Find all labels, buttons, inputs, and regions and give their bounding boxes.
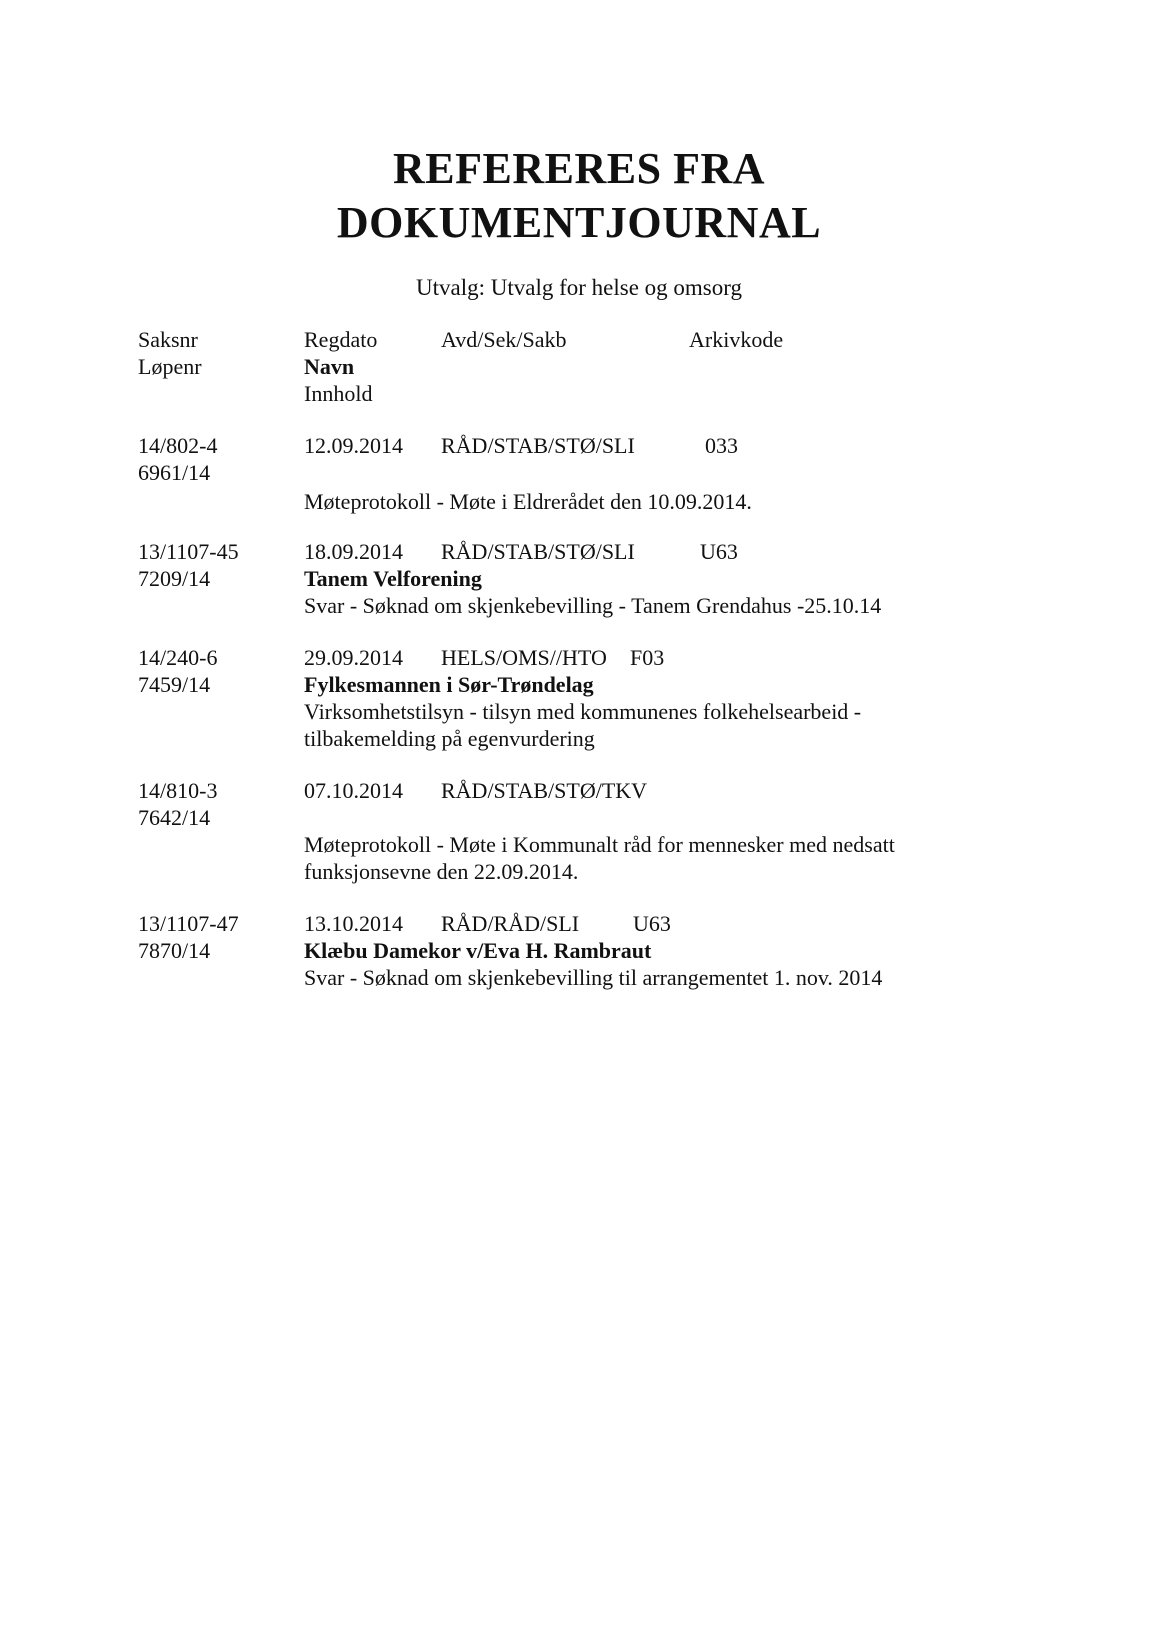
document-title (0, 142, 1158, 250)
entry-innhold-cont: funksjonsevne den 22.09.2014. (304, 859, 579, 884)
header-lopenr: Løpenr (138, 354, 202, 379)
title-line-1: REFERERES FRA (393, 144, 765, 193)
entry-innhold-cont: tilbakemelding på egenvurdering (304, 726, 595, 751)
entry-navn: Klæbu Damekor v/Eva H. Rambraut (304, 938, 652, 963)
entry-regdato: 12.09.2014 (304, 433, 403, 458)
entry-arkivkode: F03 (630, 645, 665, 670)
entry-avd: RÅD/RÅD/SLI (441, 911, 580, 936)
entry-saksnr: 13/1107-47 (138, 911, 239, 936)
title-line-2: DOKUMENTJOURNAL (336, 198, 822, 247)
entry-saksnr: 14/810-3 (138, 778, 218, 803)
entry-arkivkode: U63 (700, 539, 738, 564)
entry-saksnr: 14/802-4 (138, 433, 218, 458)
entry-lopenr: 7870/14 (138, 938, 211, 963)
entry-navn: Tanem Velforening (304, 566, 482, 591)
entry-innhold: Møteprotokoll - Møte i Kommunalt råd for mennesker med nedsatt (304, 832, 895, 857)
header-arkivkode: Arkivkode (689, 327, 784, 352)
entry-regdato: 13.10.2014 (304, 911, 403, 936)
entry-regdato: 07.10.2014 (304, 778, 403, 803)
entry-lopenr: 7459/14 (138, 672, 211, 697)
entry-innhold: Virksomhetstilsyn - tilsyn med kommunenes folkehelsearbeid - (304, 699, 862, 724)
entry-avd: RÅD/STAB/STØ/SLI (441, 539, 635, 564)
header-avd: Avd/Sek/Sakb (441, 327, 567, 352)
entry-saksnr: 14/240-6 (138, 645, 218, 670)
header-saksnr: Saksnr (138, 327, 198, 352)
header-navn: Navn (304, 354, 355, 379)
entry-regdato: 18.09.2014 (304, 539, 403, 564)
entry-arkivkode: 033 (705, 433, 738, 458)
header-regdato: Regdato (304, 327, 378, 352)
entry-innhold: Møteprotokoll - Møte i Eldrerådet den 10.09.2014. (304, 489, 752, 514)
entry-arkivkode: U63 (633, 911, 671, 936)
utvalg-label: Utvalg: Utvalg for helse og omsorg (416, 275, 742, 300)
entry-innhold: Svar - Søknad om skjenkebevilling til arrangementet 1. nov. 2014 (304, 965, 883, 990)
entry-avd: HELS/OMS//HTO (441, 645, 607, 670)
entry-regdato: 29.09.2014 (304, 645, 403, 670)
entry-innhold: Svar - Søknad om skjenkebevilling - Tanem Grendahus -25.10.14 (304, 593, 882, 618)
header-innhold: Innhold (304, 381, 373, 406)
entry-lopenr: 7642/14 (138, 805, 211, 830)
entry-avd: RÅD/STAB/STØ/TKV (441, 778, 648, 803)
entry-lopenr: 6961/14 (138, 460, 211, 485)
entry-saksnr: 13/1107-45 (138, 539, 239, 564)
entry-lopenr: 7209/14 (138, 566, 211, 591)
entry-navn: Fylkesmannen i Sør-Trøndelag (304, 672, 594, 697)
entry-avd: RÅD/STAB/STØ/SLI (441, 433, 635, 458)
